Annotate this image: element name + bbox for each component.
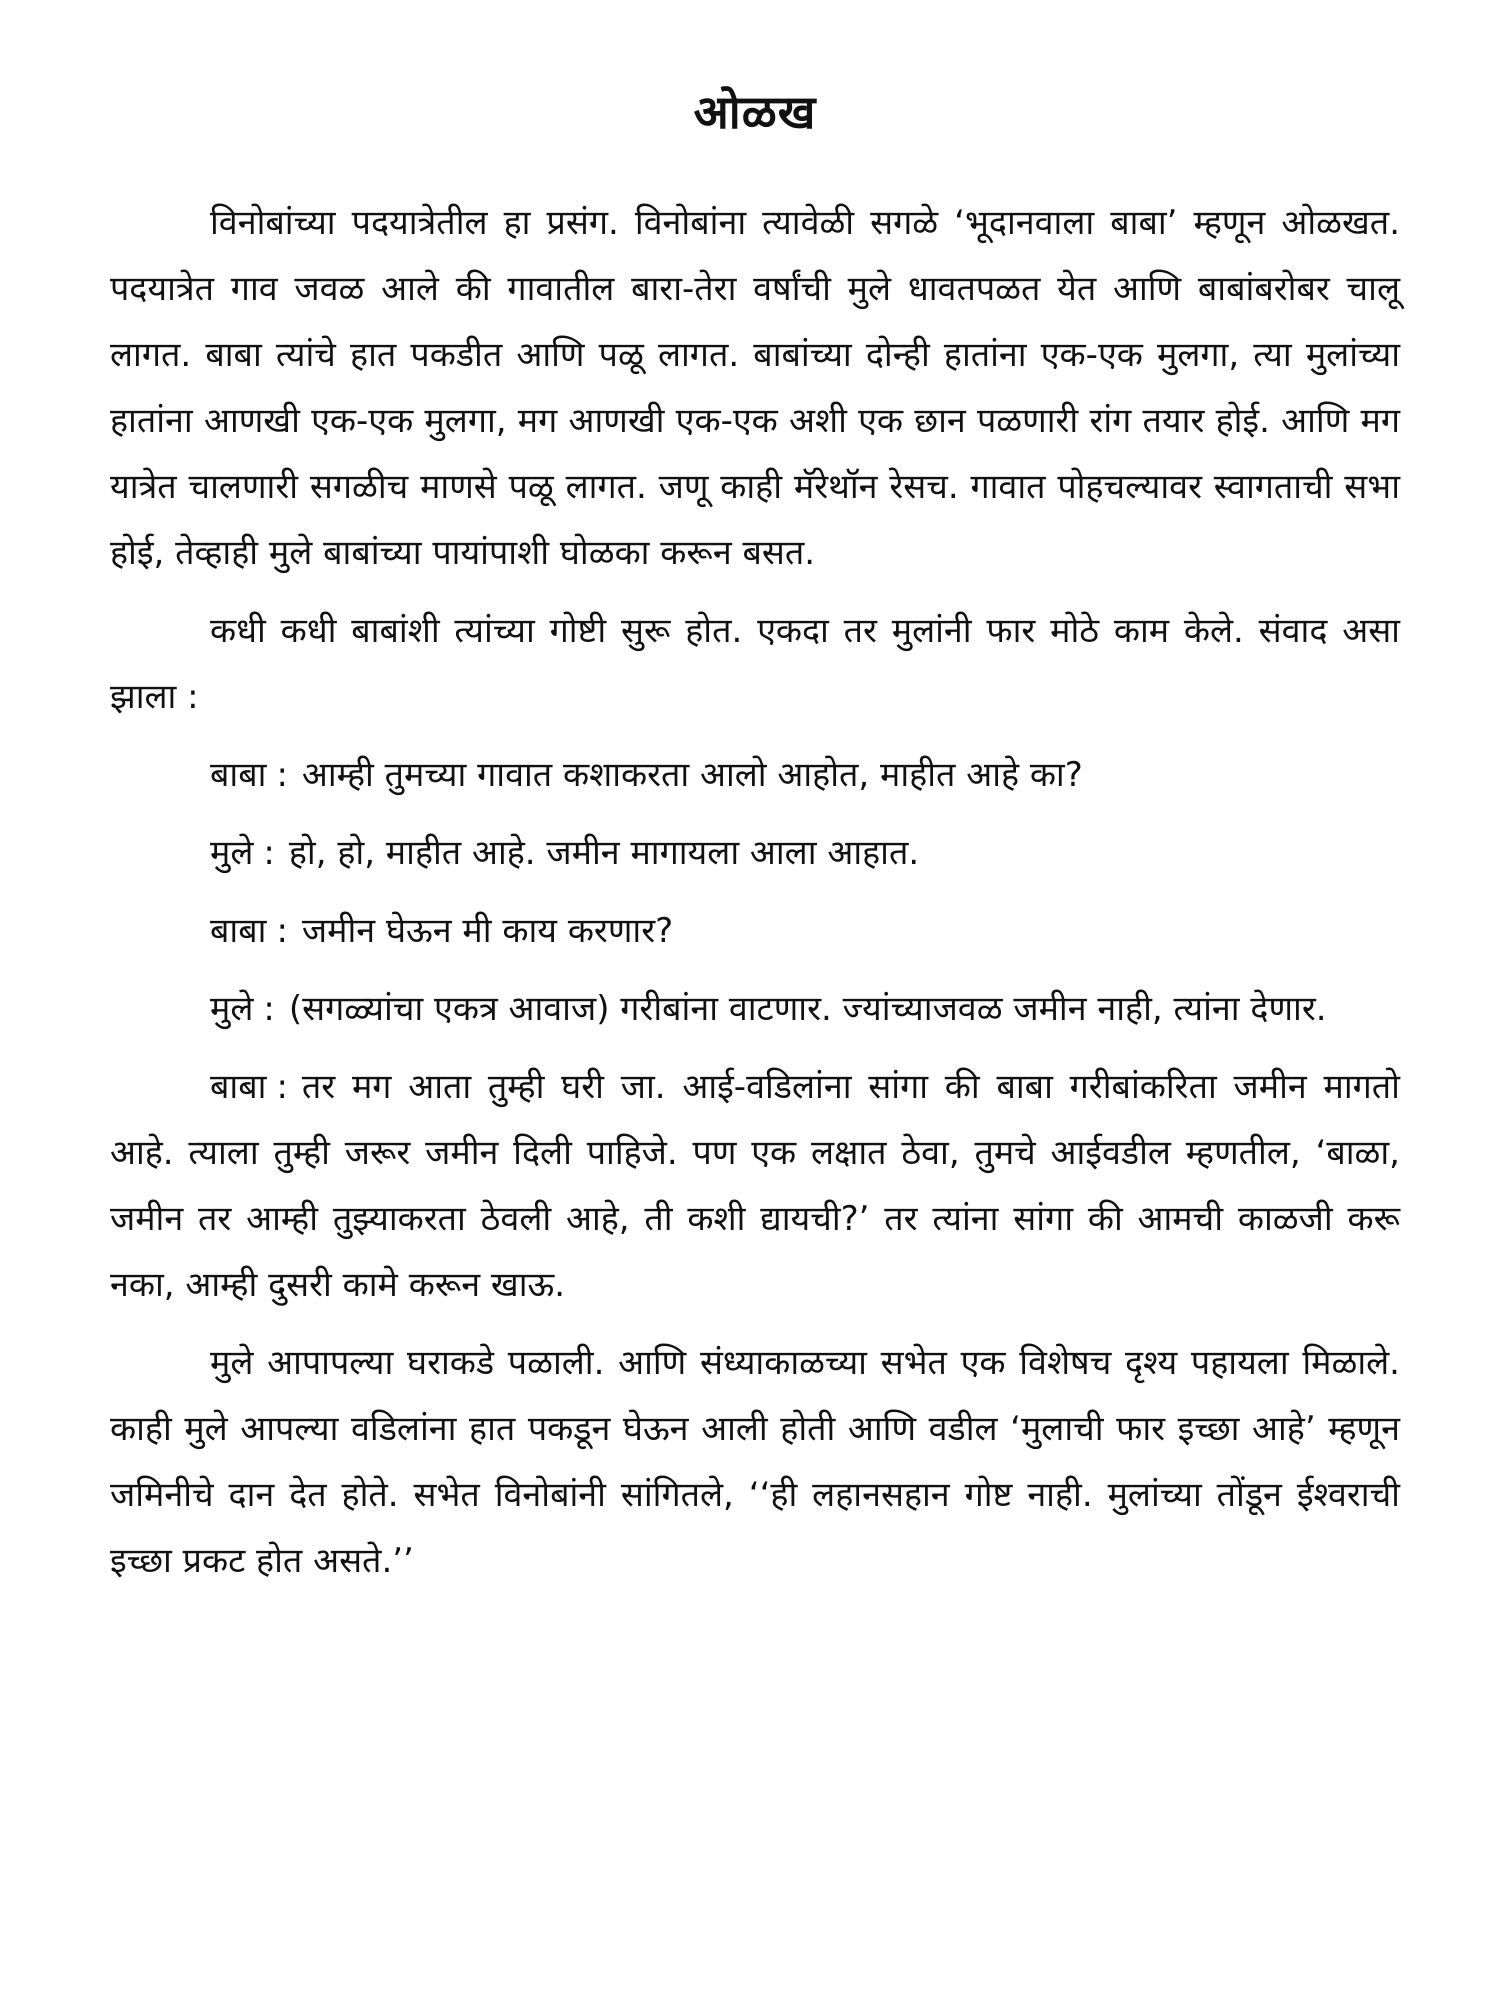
dialogue-line: [110, 898, 1400, 964]
dialogue-line: [110, 742, 1400, 808]
speaker-separator: :: [276, 1067, 288, 1107]
dialogue-line: [110, 820, 1400, 886]
speaker-separator: :: [276, 755, 288, 795]
dialogue-text: (सगळ्यांचा एकत्र आवाज) गरीबांना वाटणार. ज्यांच्याजवळ जमीन नाही, त्यांना देणार.: [288, 989, 1327, 1029]
speaker-name: मुले: [210, 989, 254, 1029]
dialogue-text: तर मग आता तुम्ही घरी जा. आई-वडिलांना सांगा की बाबा गरीबांकरिता जमीन मागतो आहे. त्याला तुम्ही जरूर जमीन दिली पाहिजे. पण एक लक्षात ठेवा, तुमचे आईवडील म्हणतील, ‘बाळा, जमीन तर आम्ही तुझ्याकरता ठेवली आहे, ती कशी द्यायची?’ तर त्यांना सांगा की आमची काळजी करू नका, आम्ही दुसरी कामे करून खाऊ.: [110, 1067, 1400, 1305]
speaker-name: बाबा: [210, 1067, 267, 1107]
speaker-name: मुले: [210, 833, 254, 873]
dialogue-line: [110, 1054, 1400, 1318]
speaker-separator: :: [263, 833, 275, 873]
document-page: [110, 80, 1400, 1606]
speaker-name: बाबा: [210, 755, 267, 795]
dialogue-line: [110, 976, 1400, 1042]
speaker-separator: :: [276, 911, 288, 951]
paragraph-closing: मुले आपापल्या घराकडे पळाली. आणि संध्याकाळच्या सभेत एक विशेषच दृश्य पहायला मिळाले. काही मुले आपल्या वडिलांना हात पकडून घेऊन आली होती आणि वडील ‘मुलाची फार इच्छा आहे’ म्हणून जमिनीचे दान देत होते. सभेत विनोबांनी सांगितले, ‘‘ही लहानसहान गोष्ट नाही. मुलांच्या तोंडून ईश्वराची इच्छा प्रकट होत असते.’’: [110, 1343, 1400, 1581]
dialogue-text: आम्ही तुमच्या गावात कशाकरता आलो आहोत, माहीत आहे का?: [301, 755, 1083, 795]
paragraph-intro: विनोबांच्या पदयात्रेतील हा प्रसंग. विनोबांना त्यावेळी सगळे ‘भूदानवाला बाबा’ म्हणून ओळखत. पदयात्रेत गाव जवळ आले की गावातील बारा-तेरा वर्षांची मुले धावतपळत येत आणि बाबांबरोबर चालू लागत. बाबा त्यांचे हात पकडीत आणि पळू लागत. बाबांच्या दोन्ही हातांना एक-एक मुलगा, त्या मुलांच्या हातांना आणखी एक-एक मुलगा, मग आणखी एक-एक अशी एक छान पळणारी रांग तयार होई. आणि मग यात्रेत चालणारी सगळीच माणसे पळू लागत. जणू काही मॅरेथॉन रेसच. गावात पोहचल्यावर स्वागताची सभा होई, तेव्हाही मुले बाबांच्या पायांपाशी घोळका करून बसत.: [110, 203, 1400, 573]
page-title: ओळख: [693, 85, 817, 139]
speaker-name: बाबा: [210, 911, 267, 951]
dialogue-text: जमीन घेऊन मी काय करणार?: [301, 911, 674, 951]
speaker-separator: :: [263, 989, 275, 1029]
paragraph-dialogue-intro: कधी कधी बाबांशी त्यांच्या गोष्टी सुरू होत. एकदा तर मुलांनी फार मोठे काम केले. संवाद असा झाला :: [110, 611, 1400, 717]
dialogue-text: हो, हो, माहीत आहे. जमीन मागायला आला आहात.: [288, 833, 920, 873]
